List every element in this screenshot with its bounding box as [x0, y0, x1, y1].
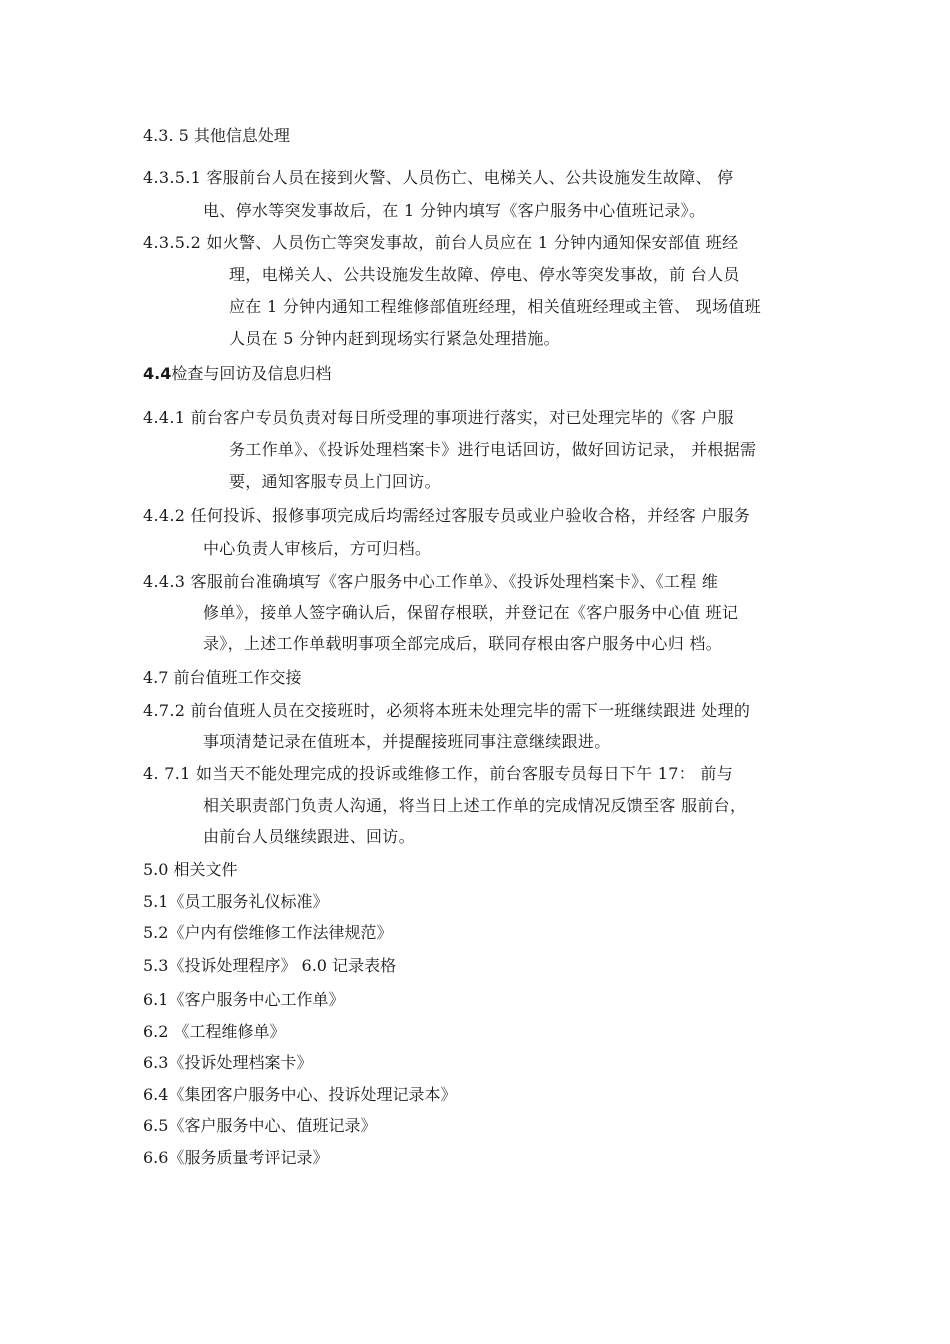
list-item-6-4: 6.4《集团客户服务中心、投诉处理记录本》 — [143, 1085, 457, 1104]
paragraph-line: 相关职责部门负责人沟通，将当日上述工作单的完成情况反馈至客 服前台， — [203, 796, 747, 815]
list-item-6-2: 6.2 《工程维修单》 — [143, 1022, 286, 1041]
paragraph-line: 由前台人员继续跟进、回访。 — [203, 827, 415, 846]
paragraph-line: 4.7.2 前台值班人员在交接班时，必须将本班未处理完毕的需下一班继续跟进 处理的 — [143, 701, 751, 720]
paragraph-line: 中心负责人审核后，方可归档。 — [203, 539, 432, 558]
list-item-6-1: 6.1《客户服务中心工作单》 — [143, 990, 345, 1009]
paragraph-line: 4.4.3 客服前台准确填写《客户服务中心工作单》、《投诉处理档案卡》、《工程 维 — [143, 572, 719, 591]
paragraph-line: 要，通知客服专员上门回访。 — [229, 472, 441, 491]
paragraph-line: 事项清楚记录在值班本，并提醒接班同事注意继续跟进。 — [203, 732, 611, 751]
section-heading-4-4 — [143, 366, 331, 382]
section-title: 检查与回访及信息归档 — [171, 364, 332, 383]
paragraph-line: 修单》，接单人签字确认后，保留存根联，并登记在《客户服务中心值 班记 — [203, 603, 739, 622]
paragraph-line: 4.4.2 任何投诉、报修事项完成后均需经过客服专员或业户验收合格，并经客 户服务 — [143, 506, 751, 525]
list-item-6-6: 6.6《服务质量考评记录》 — [143, 1148, 329, 1167]
section-heading-4-3-5: 4.3. 5 其他信息处理 — [143, 126, 290, 145]
section-number: 4.4 — [143, 364, 172, 383]
list-item-5-2: 5.2《户内有偿维修工作法律规范》 — [143, 923, 393, 942]
list-item-6-5: 6.5《客户服务中心、值班记录》 — [143, 1116, 377, 1135]
paragraph-line: 人员在 5 分钟内赶到现场实行紧急处理措施。 — [229, 329, 560, 348]
paragraph-line: 电、停水等突发事故后，在 1 分钟内填写《客户服务中心值班记录》。 — [203, 201, 706, 220]
list-item-5-3: 5.3《投诉处理程序》 6.0 记录表格 — [143, 956, 397, 975]
paragraph-line: 录》，上述工作单载明事项全部完成后，联同存根由客户服务中心归 档。 — [203, 634, 722, 653]
paragraph-line: 4.3.5.1 客服前台人员在接到火警、人员伤亡、电梯关人、公共设施发生故障、 停 — [143, 168, 734, 187]
list-item-5-1: 5.1《员工服务礼仪标准》 — [143, 892, 329, 911]
section-heading-4-7: 4.7 前台值班工作交接 — [143, 668, 302, 687]
paragraph-line: 4.4.1 前台客户专员负责对每日所受理的事项进行落实，对已处理完毕的《客 户服 — [143, 408, 734, 427]
paragraph-line: 应在 1 分钟内通知工程维修部值班经理，相关值班经理或主管、 现场值班 — [229, 297, 761, 316]
paragraph-line: 4. 7.1 如当天不能处理完成的投诉或维修工作，前台客服专员每日下午 17： 前与 — [143, 764, 734, 783]
paragraph-line: 4.3.5.2 如火警、人员伤亡等突发事故，前台人员应在 1 分钟内通知保安部值 班经 — [143, 233, 739, 252]
section-heading-5-0: 5.0 相关文件 — [143, 860, 238, 879]
paragraph-line: 务工作单》、《投诉处理档案卡》进行电话回访，做好回访记录， 并根据需 — [229, 440, 757, 459]
list-item-6-3: 6.3《投诉处理档案卡》 — [143, 1053, 313, 1072]
paragraph-line: 理，电梯关人、公共设施发生故障、停电、停水等突发事故，前 台人员 — [229, 265, 740, 284]
